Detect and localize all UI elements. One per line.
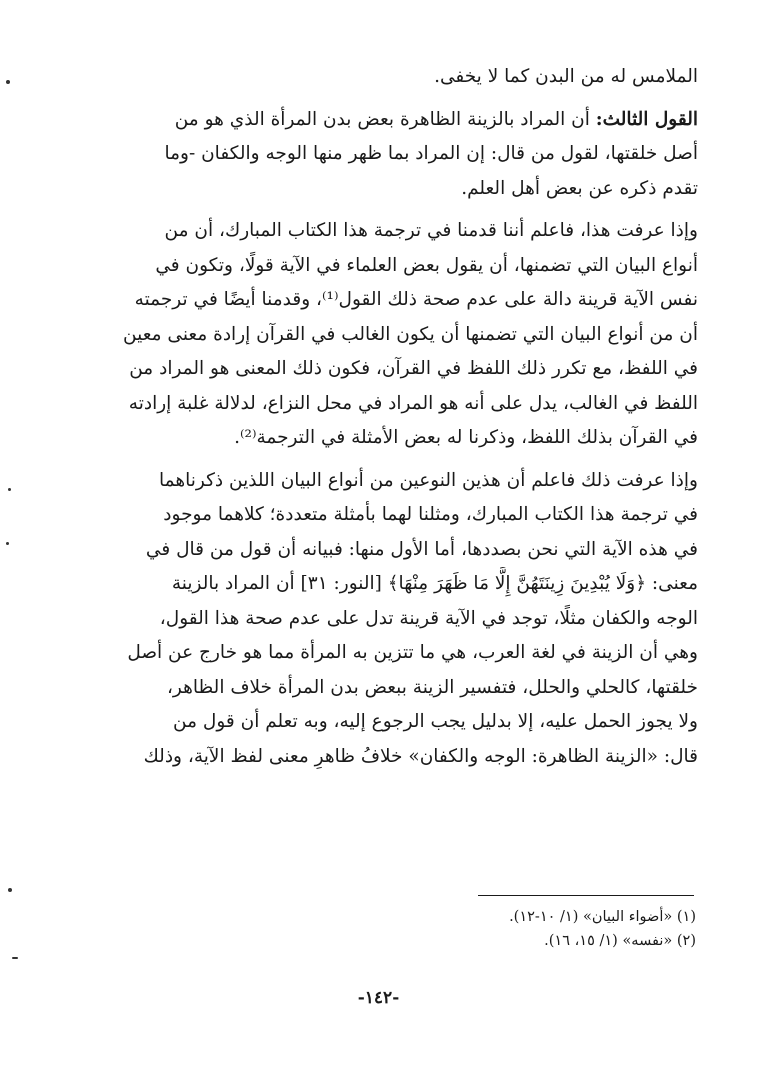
footnote-divider: [478, 895, 694, 896]
text-line: في اللفظ، مع تكرر ذلك اللفظ في القرآن، فكون ذلك المعنى هو المراد من: [129, 358, 698, 379]
text-line: الملامس له من البدن كما لا يخفى.: [434, 66, 698, 87]
quran-verse-line: معنى: ﴿وَلَا يُبْدِينَ زِينَتَهُنَّ إِلَّا مَا ظَهَرَ مِنْهَا﴾ [النور: ٣١] أن المراد بالزينة: [171, 573, 698, 594]
text-line: أن من أنواع البيان التي تضمنها أن يكون الغالب في القرآن إرادة معنى معين: [123, 323, 698, 345]
text-line: تقدم ذكره عن بعض أهل العلم.: [461, 177, 698, 199]
margin-mark: [12, 957, 18, 959]
margin-mark: [8, 888, 12, 892]
text-line: وإذا عرفت هذا، فاعلم أننا قدمنا في ترجمة هذا الكتاب المبارك، أن من: [164, 220, 698, 241]
page-body: [96, 60, 698, 774]
footnote-1: (١) «أضواء البيان» (١/ ١٠-١٢).: [509, 909, 696, 925]
text-line: خلقتها، كالحلي والحلل، فتفسير الزينة ببعض بدن المرأة خلاف الظاهر،: [166, 676, 698, 698]
text-line: الوجه والكفان مثلًا، توجد في الآية قرينة تدل على عدم صحة هذا القول،: [159, 607, 698, 629]
text-line: القول الثالث: أن المراد بالزينة الظاهرة بعض بدن المرأة الذي هو من: [174, 108, 698, 130]
margin-mark: [8, 488, 11, 491]
footnotes: [96, 905, 696, 953]
text-line: ولا يجوز الحمل عليه، إلا بدليل يجب الرجوع إليه، وبه تعلم أن قول من: [173, 711, 698, 732]
footnote-2: (٢) «نفسه» (١/ ١٥، ١٦).: [544, 933, 696, 949]
text-line: وهي أن الزينة في لغة العرب، هي ما تتزين به المرأة مما هو خارج عن أصل: [127, 642, 698, 663]
text-line: في هذه الآية التي نحن بصددها، أما الأول منها: فبيانه أن قول من قال في: [145, 538, 698, 560]
text-line: في ترجمة هذا الكتاب المبارك، ومثلنا لهما بأمثلة متعددة؛ كلاهما موجود: [163, 504, 698, 525]
text-line: قال: «الزينة الظاهرة: الوجه والكفان» خلافُ ظاهرِ معنى لفظ الآية، وذلك: [143, 745, 698, 767]
page-number: -١٤٢-: [357, 988, 400, 1008]
text-line: أصل خلقتها، لقول من قال: إن المراد بما ظهر منها الوجه والكفان -وما: [164, 143, 698, 164]
text-line: في القرآن بذلك اللفظ، وذكرنا له بعض الأمثلة في الترجمة⁽²⁾.: [234, 427, 698, 448]
text-line: وإذا عرفت ذلك فاعلم أن هذين النوعين من أنواع البيان اللذين ذكرناهما: [158, 469, 698, 491]
text-line: نفس الآية قرينة دالة على عدم صحة ذلك القول⁽¹⁾، وقدمنا أيضًا في ترجمته: [134, 289, 698, 310]
margin-mark: [6, 542, 9, 545]
section-heading: القول الثالث:: [595, 108, 698, 130]
text-line: أنواع البيان التي تضمنها، أن يقول بعض العلماء في الآية قولًا، وتكون في: [155, 254, 698, 276]
text-line: اللفظ في الغالب، يدل على أنه هو المراد في محل النزاع، لدلالة غلبة إرادته: [128, 392, 698, 414]
margin-mark: [6, 80, 10, 84]
